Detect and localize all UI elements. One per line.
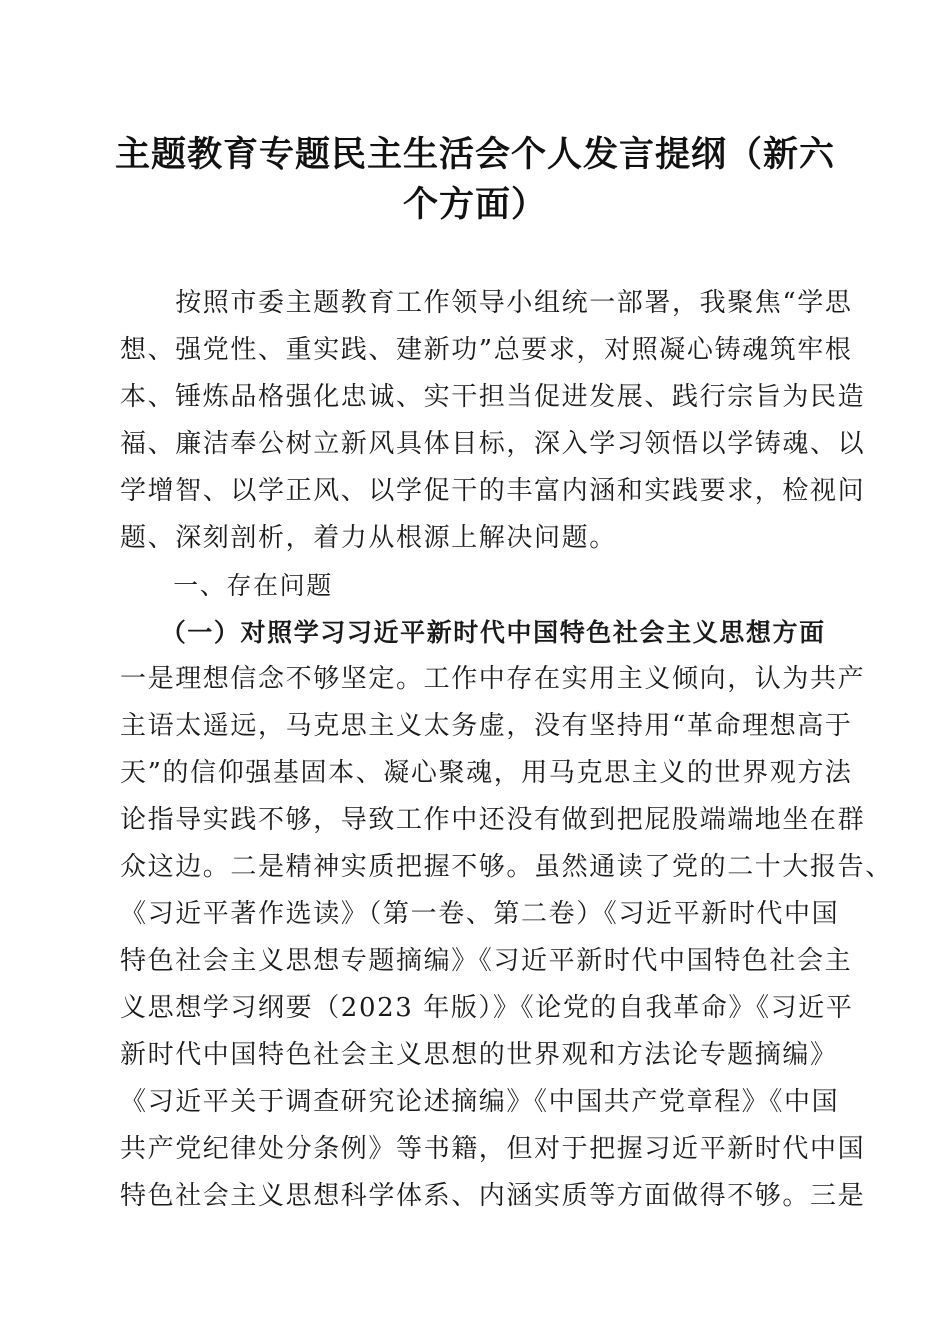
paragraph-line: 想、强党性、重实践、建新功”总要求，对照凝心铸魂筑牢根 bbox=[120, 335, 853, 365]
paragraph-line: 本、锤炼品格强化忠诚、实干担当促进发展、践行宗旨为民造 bbox=[120, 382, 866, 412]
paragraph-line: 众这边。二是精神实质把握不够。虽然通读了党的二十大报告、 bbox=[120, 852, 893, 882]
paragraph-line: 共产党纪律处分条例》等书籍，但对于把握习近平新时代中国 bbox=[120, 1134, 866, 1164]
paragraph-line: 新时代中国特色社会主义思想的世界观和方法论专题摘编》 bbox=[120, 1040, 838, 1070]
paragraph-line: 学增智、以学正风、以学促干的丰富内涵和实践要求，检视问 bbox=[120, 476, 866, 506]
paragraph-line: 一是理想信念不够坚定。工作中存在实用主义倾向，认为共产 bbox=[120, 664, 866, 694]
title-line-2: 个方面） bbox=[402, 185, 547, 225]
section-heading: 一、存在问题 bbox=[120, 571, 333, 600]
paragraph-line: 义思想学习纲要（2023 年版）》《论党的自我革命》《习近平 bbox=[120, 993, 854, 1023]
paragraph-line: 论指导实践不够，导致工作中还没有做到把屁股端端地坐在群 bbox=[120, 805, 866, 835]
document-body bbox=[120, 280, 893, 1220]
paragraph-line: 按照市委主题教育工作领导小组统一部署，我聚焦“学思 bbox=[120, 288, 853, 318]
paragraph-line: 天”的信仰强基固本、凝心聚魂，用马克思主义的世界观方法 bbox=[120, 758, 853, 788]
paragraph-line: 题、深刻剖析，着力从根源上解决问题。 bbox=[120, 523, 617, 553]
title-line-1: 主题教育专题民主生活会个人发言提纲（新六 bbox=[114, 135, 835, 175]
paragraph-line: 特色社会主义思想科学体系、内涵实质等方面做得不够。三是 bbox=[120, 1181, 866, 1211]
paragraph-line: 《习近平著作选读》（第一卷、第二卷）《习近平新时代中国 bbox=[120, 899, 840, 929]
document-title bbox=[110, 130, 840, 230]
paragraph-line: 福、廉洁奉公树立新风具体目标，深入学习领悟以学铸魂、以 bbox=[120, 429, 866, 459]
paragraph-line: 主语太遥远，马克思主义太务虚，没有坚持用“革命理想高于 bbox=[120, 711, 853, 741]
paragraph-line: 《习近平关于调查研究论述摘编》《中国共产党章程》《中国 bbox=[120, 1087, 840, 1117]
paragraph-line: 特色社会主义思想专题摘编》《习近平新时代中国特色社会主 bbox=[120, 946, 853, 976]
subsection-heading: （一）对照学习习近平新时代中国特色社会主义思想方面 bbox=[120, 618, 826, 647]
